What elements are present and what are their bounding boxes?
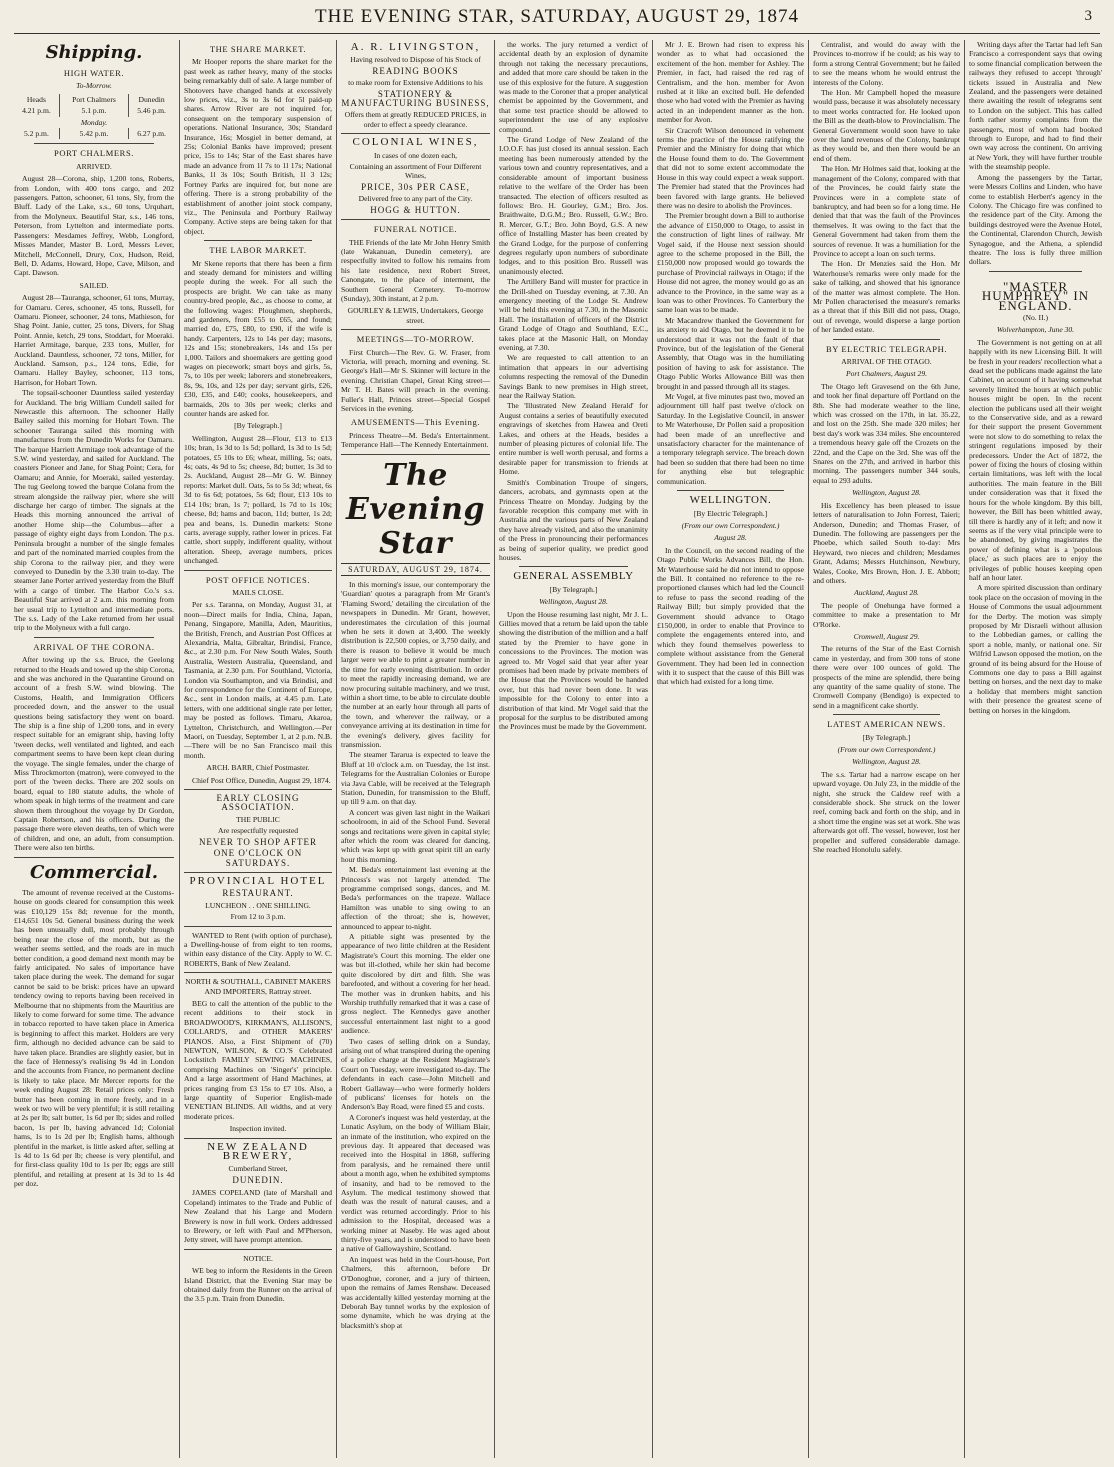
article-text: The Hon. Dr Menzies said the Hon. Mr Waterhouse's remarks were only made for the sake of talking, and showed that his ignorance of the matter was almost complete. The Hon. Mr Pollen characterised the measure's remarks as a threat that if this Bill did not pass, Otago, out of revenge, would disperse a large portion of her landed estate. [813, 259, 960, 335]
article-text: Sir Cracroft Wilson denounced in vehement terms the practice of the House ratifying the Premier and the Ministry for doing that which the House found them to do. The Government that did not to some extent accommodate the House in this way could expect a weak support. The Premier had stated that the Provinces had been favored with large grants. He believed there was no desire to abolish the Provinces. [657, 125, 804, 210]
article-text: The 'Illustrated New Zealand Herald' for August contains a series of beautifully executed engravings of sketches from Hawea and Oreti Lakes, and others at the Heads, besides a number of pleasing pictures of colonial life. The entire number is well worth perusal, and forms a desirable paper for transmission to friends at Home. [499, 401, 648, 477]
article-text: Mr Skene reports that there has been a firm and steady demand for ministers and willing people during the week. For all such the prospects are bright. We can take as many country-bred people, &c., as choose to come, at the following wages: Ploughmen, shepherds, and gardeners, from £55 to £65, and found; married do, £75, £80, to £90, if the wife is handy. Carpenters, 12s to 14s per day; masons, 12s and 15s; stonebreakers, 14s and 15s per 1,000. Tailors and shoemakers are getting good wages on piecework; smart boys and girls, 5s, 7s, to 10s per week; laborers and stonebreakers, 8s, 9s, 10s, and 12s per day; servant girls, £26, £30, £35, and £40; cooks, housekeepers, and barmaids, 20s to 30s per week; clerks and counter hands are asked for. [184, 258, 332, 419]
tide-heading: HIGH WATER. [63, 68, 125, 78]
column-rule [494, 40, 495, 1458]
tide-cell: 5.1 p.m. [59, 105, 128, 116]
section-heading: AMUSEMENTS—This Evening. [350, 417, 481, 428]
dateline: August 28. [714, 533, 747, 543]
column-1 [14, 40, 174, 1458]
signature: GOURLEY & LEWIS, Undertakers, George street. [347, 306, 484, 325]
article-text: the works. The jury returned a verdict of accidental death by an explosion of dynamite through not taking the necessary precautions, and added that more care should be taken in the use of this explosive for the future. A suggestion was made to the Coroner that a proper analytical chemist be appointed by the Government, and that some test practice should be allowed to superintendent the use of any explosive compound. [499, 40, 648, 134]
column-3 [341, 40, 490, 1458]
section-heading: WELLINGTON. [689, 494, 772, 507]
article-text: The topsail-schooner Dauntless sailed yesterday for Auckland. The brig William Cundell sailed for Newcastle this afternoon. The schooner Hally Bailey sailed this morning for Hobart Town. The schooner Tauranga sailed this morning with manufactures from the Dunedin Works for Oamaru. The barque Harriett Armitage took advantage of the S.W. wind yesterday, and sailed for Auckland. The coasters Pioneer and Jane, for Shag Point; Cera, for Oamaru; and Annie, for Moeraki, sailed yesterday. The tug Geelong towed the barque Colana from the stream alongside the railway pier, where she will discharge her cargo of timber. The signals at the Heads this morning announced the arrival of another Home ship—the Columbus—after a passage of eighty eight days from London. The p.s. Peninsula brought a number of the single females and part of the nominated married couples from the ship Corona to the railway pier, and they were conveyed to Dunedin by the 3.30 train to-day. The steamer Jane Porter arrived yesterday from the Bluff with a cargo of timber. The Harbor Co.'s s.s. Beautiful Star arrived at 2 a.m. this morning from her usual trip to Lyttelton and intermediate ports. The s.s. Lady of the Lake returned from her usual trip to the Molyneux with a full cargo. [14, 388, 174, 633]
article-text: Princess Theatre—M. Beda's Entertainment. Temperance Hall—The Kennedy Entertainment. [341, 430, 490, 450]
article-text: THE Friends of the late Mr John Henry Smith (late Wakanuan, Dunedin cemetery), are respectfully invited to follow his remains from his late residence, next Robert Street, Canongate, to the place of interment, the Southern General Cemetery. To-morrow (Sunday), 30th instant, at 2 p.m. [341, 237, 490, 303]
tide-subheading: To-Morrow. [76, 81, 112, 91]
divider [833, 339, 940, 340]
section-subheading: ARRIVED. [76, 161, 112, 171]
ad-line: RESTAURANT. [222, 888, 294, 899]
table-row [14, 94, 174, 105]
article-text: The returns of the Star of the East Cornish came in yesterday, and from 300 tons of stone there were over 100 ounces of gold. The prospects of the mine are splendid, there being any quantity of the same quality of stone. The Cromwell Company (Bendigo) is expected to send in a magnificent cake shortly. [813, 644, 960, 710]
divider [34, 637, 154, 638]
article-text: The Hon. Mr Holmes said that, looking at the management of the Colony, compared with that of the Provinces, he could fairly state the Provinces were in a complete state of bankruptcy, and had been so for a long time. He denied that that was the fault of the Provinces themselves. It was owing to the fact that the General Government had taken from them the sources of revenue. It was a humiliation for the Province to accept a loan on such terms. [813, 164, 960, 258]
article-text: The people of Onehunga have formed a committee to make a presentation to Mr O'Rorke. [813, 600, 960, 629]
divider [833, 714, 940, 715]
tide-cell: Port Chalmers [59, 94, 128, 105]
section-subheading: [By Telegraph.] [234, 421, 282, 431]
section-heading: FUNERAL NOTICE. [373, 224, 458, 235]
divider [184, 972, 332, 973]
divider [677, 490, 784, 491]
divider [184, 1138, 332, 1139]
section-heading: "MASTER HUMPHREY" IN ENGLAND. [981, 278, 1090, 313]
shipping-heading: Shipping. [45, 42, 143, 63]
section-heading: THE SHARE MARKET. [209, 44, 307, 54]
divider [184, 570, 332, 571]
divider [34, 143, 154, 144]
article-text: Among the passengers by the Tartar, were Messrs Collins and Linden, who have come to establish Herbert's agency in the Colony. The Chicago fire was confined to the residence part of the City. Among the buildings destroyed were the Avenue Hotel, the Continental, Clarendon Church, Jewish Synagogue, and the Athena, a splendid theatre. The loss is fully three million dollars. [969, 172, 1102, 267]
dateline: Cromwell, August 29. [853, 631, 920, 641]
column-rule [652, 40, 653, 1458]
ad-line: In cases of one dozen each, [373, 150, 458, 160]
ad-line: READING BOOKS [372, 65, 459, 76]
newspaper-title: The Evening Star [346, 457, 485, 561]
issue-date: SATURDAY, AUGUST 29, 1874. [341, 563, 490, 576]
table-row [14, 117, 174, 128]
column-rule [336, 40, 337, 1458]
divider [519, 566, 628, 567]
article-text: The Grand Lodge of New Zealand of the I.O.O.F. has just closed its annual session. Each meeting has been numerously attended by the various town and country representatives, and a considerable amount of important business relative to the welfare of the Order has been transacted. The election of officers resulted as follows: Bro. H. Gourley, G.M.; Bro. Jos. Braithwaite, D.G.M.; Bro. Russell, G.W.; Bro. R. Mercer, G.T.; Bro. John Boyd, G.S. A new office of Installing Master has been created by the Grand Lodge, for the purpose of conferring degrees regularly upon numbers of subordinate lodges, and to this position Bro. Russell was unanimously elected. [499, 135, 648, 276]
section-heading: MEETINGS—TO-MORROW. [356, 334, 475, 345]
section-subheading: [By Electric Telegraph.] [693, 508, 768, 518]
dateline: Port Chalmers, August 29. [845, 369, 928, 379]
ad-line: NEVER TO SHOP AFTER [198, 836, 318, 847]
section-heading: ARRIVAL OF THE CORONA. [33, 641, 155, 652]
tide-table [14, 94, 174, 140]
masthead-title: THE EVENING STAR, SATURDAY, AUGUST 29, 1874 [315, 6, 799, 27]
article-text: August 28—Tauranga, schooner, 61 tons, Murray, for Oamaru. Ceres, schooner, 45 tons, Russell, for Oamaru. Pioneer, schooner, 24 tons, Mathieson, for Shag Point. Janie, cutter, 25 tons, Divers, for Shag Point. Annie, ketch, 29 tons, Stoddart, for Moeraki. Harriet Armitage, barque, 233 tons, Muller, for Auckland. Dauntless, schooner, 72 tons, Miller, for Auckland. Samson, p.s., 124 tons, Edie, for Oamaru. Halley Bayley, schooner, 113 tons, Harrison, for Hobart Town. [14, 293, 174, 387]
article-text: The Hon. Mr Campbell hoped the measure would pass, because it was absolutely necessary to meet works contracted for. He looked upon the Bill as the death-blow to Provincialism. The General Government would soon have to take over the land revenues of the Colony, bankrupt as they would be, and then there would be an end of them. [813, 88, 960, 163]
article-text: August 28—Corona, ship, 1,200 tons, Roberts, from London, with 400 tons cargo, and 202 passengers. Patton, schooner, 61 tons, Sly, from the Bluff. Lady of the Lake, s.s., 60 tons, Urquhart, from the Molyneux. Beautiful Star, s.s., 146 tons, Peterson, from Lyttelton and intermediate ports. Passengers: Mesdames Jeffrey, Webb, Longford, Misses Mander, Master B. Lord, Messrs Lever, Mitchell, McConnell, Drury, Cox, Hudson, Reid, Bell, D. Adams, Howard, Hope, Cave, Milson, and Capt. Dawson. [14, 174, 174, 278]
article-text: First Church—The Rev. G. W. Fraser, from Victoria, will preach, morning and evening. St. George's Hall—Mr S. Skinner will lecture in the evening. Christian Chapel, Great King street—Mr T. H. Bates will preach in the evening. Fuller's Hall, Princes street—Special Gospel Services in the evening. [341, 347, 490, 413]
article-text: Writing days after the Tartar had left San Francisco a correspondent says that owing to some financial complication between the railways they refused to accept 'through' tickets issued in Australia and New Zealand, and the passengers were detained there awaiting the result of telegrams sent to London on the subject. This has called forth rather stormy complaints from the passengers, most of whom had booked through to Europe, and had to find their own way across the continent. On arriving at New York, they will have further trouble with the steamship people. [969, 40, 1102, 172]
article-text: The Premier brought down a Bill to authorise the advance of £150,000 to Otago, to assist in the construction of light lines of railway. Mr Vogel said, if the House next session should agree to the scheme proposed in the Bill, the £150,000 now proposed would go towards the purchase of Provincial railways in Otago; if the House did not agree, the money would go as an advance to the Province, in the same way as a loan was to other Provinces. To Canterbury the same loan was to be made. [657, 211, 804, 315]
ad-line: Are respectfully requested [217, 826, 299, 836]
article-text: The Government is not getting on at all happily with its new Licensing Bill. It will be fresh in your readers' recollection what a dead set the publicans made against the late Cabinet, on account of it having somewhat severely limited the hours at which public houses might be open. In the recent election the publicans used all their weight to the Conservative side, and as a reward for their support the present Government were not slow to do something to relax the stringent regulations imposed by their predecessors. Under the Act of 1872, the power of fixing the hours of closing within certain limitations, was left with the local authorities. The main feature in the Bill under consideration was that it fixed the hours for the whole kingdom. By this bill, however, the Bill has been whittled away, till there is hardly any of it left; and now it seems as if the very vital principle were to be abandoned, by giving magistrates the power of defining what is a 'populous place,' as such places are to enjoy the privileges of public houses keeping open half an hour later. [969, 337, 1102, 582]
dateline: Wellington, August 28. [852, 488, 921, 498]
article-text: The steamer Tararua is expected to leave the Bluff at 10 o'clock a.m. on Tuesday, the 1st inst. Telegrams for the Australian Colonies or Europe via Java Cable, will be received at the Telegraph Station, Dunedin, for transmission to the Bluff, up till 9 a.m. on that day. [341, 750, 490, 807]
tide-cell: 4.21 p.m. [14, 105, 59, 116]
ad-line: STATIONERY & MANUFACTURING BUSINESS, [341, 88, 490, 109]
divider [989, 271, 1082, 272]
section-heading: BY ELECTRIC TELEGRAPH. [825, 343, 948, 354]
divider [341, 329, 490, 330]
ad-line: ONE O'CLOCK ON SATURDAYS. [213, 848, 303, 868]
article-text: A pitiable sight was presented by the appearance of two little children at the Resident Magistrate's Court this morning. The elder one was but ill-clothed, while her skin had become quite discolored by dirt and filth. She was barefooted, and without a covering for her head. The mother was in drunken habits, and his Worship truthfully remarked that it was a case of gross neglect. The Kennedys gave another successful entertainment last night to a good audience. [341, 932, 490, 1036]
advertisement [184, 1140, 332, 1186]
tide-cell: Dunedin [138, 94, 165, 104]
ad-line: LUNCHEON . . ONE SHILLING. [205, 900, 311, 910]
tide-cell: 5.42 p.m. [59, 128, 128, 139]
divider [184, 926, 332, 927]
ad-heading: NOTICE. [243, 1253, 273, 1263]
article-text: BEG to call the attention of the public to the recent additions to their stock in BROADWOOD'S, KIRKMAN'S, ALLISON'S, COLLARD'S, and OTHER MAKERS' PIANOS. Also, a First Shipment of (70) NEWTON, WILSON, & CO.'S Celebrated Lockstitch FAMILY SEWING MACHINES, comprising Machines on 'Singer's' principle. And a large assortment of Hand Machines, at prices ranging from £3 15s to £7 10s. Also, a large quantity of Superior English-made VENETIAN BLINDS. All widths, and at very moderate prices. [184, 998, 332, 1121]
divider [341, 219, 490, 220]
divider [341, 133, 490, 134]
ad-line: to make room for Extensive Additions to his [348, 78, 483, 88]
divider [204, 240, 312, 241]
masthead [0, 0, 1114, 36]
table-row [14, 105, 174, 116]
divider [341, 454, 490, 455]
ad-heading: NORTH & SOUTHALL, CABINET MAKERS AND IMPORTERS, Rattray street. [185, 977, 331, 996]
ad-line: DUNEDIN. [232, 1174, 284, 1185]
signature: ARCH. BARR, Chief Postmaster. [206, 763, 310, 773]
column-7 [969, 40, 1102, 1458]
article-text: Upon the House resuming last night, Mr J. L. Gillies moved that a return be laid upon the table showing the distribution of the million and a half stated by the Premier to have gone in concessions to the Provinces. The motion was agreed to. Mr Vogel said that year after year promises had been made by private members of the House that the Provinces would be handed over, but this had never been done. It was impossible for the Colony to enter into a distribution of that kind. Mr Vogel said that the proposal for the surplus to be distributed among the Provinces must be made by the Government. [499, 609, 648, 732]
ad-line: COLONIAL WINES, [352, 136, 479, 149]
dateline: Wellington, August 28. [852, 757, 921, 767]
article-text: We are requested to call attention to an intimation that appears in our advertising columns respecting the removal of the Dunedin Savings Bank to new premises in High street, near the Railway Station. [499, 353, 648, 401]
section-subheading: (No. II.) [1022, 312, 1049, 322]
section-heading: LATEST AMERICAN NEWS. [827, 719, 946, 730]
column-rule [964, 40, 965, 1458]
column-2 [184, 40, 332, 1458]
article-text: M. Beda's entertainment last evening at the Princess's was not largely attended. The programme comprised songs, dances, and M. Beda's performances on the trapeze. Wallace Hamilton was unable to sing owing to an affection of the throat; she is, however, announced to appear to-night. [341, 865, 490, 931]
section-heading: THE LABOR MARKET. [209, 245, 307, 256]
article-text: Mr Vogel, at five minutes past two, moved an adjournment till half past twelve o'clock on Saturday. In the Legislative Council, in answer to Mr Waterhouse, Dr Pollen said a proposition had been made of an unreflective and unsatisfactory character for the maintenance of a temporary telegraph service. The breach down had been so sudden that there had been no time for anything else but telegraphic communication. [657, 392, 804, 486]
article-text: A more spirited discussion than ordinary took place on the occasion of moving in the House of Commons the usual adjournment for the Derby. The motion was simply proposed by Mr Disraeli without allusion to the Lobbedian games, or calling the sport a noble, manly, or national one. Sir Wilfrid Lawson opposed the motion, on the ground of its being absurd for the House of Commons one day to pass a Bill against betting on horses, and the next day to make a holiday that members might sanction with their presence the greatest scene of betting on horses in the kingdom. [969, 583, 1102, 715]
tide-cell: 5.46 p.m. [137, 106, 166, 116]
table-row [14, 128, 174, 139]
ad-line: Containing an assortment of Four Different Wines, [349, 162, 482, 181]
article-text: Mr Macandrew thanked the Government for its anxiety to aid Otago, but he deemed it to be understood that it was not the fault of that Province, but of the legislation of the General Assembly, that Otago was in the humiliating position of having to ask for assistance. The Otago Public Works Allowance Bill was then brought in and passed through all its stages. [657, 315, 804, 391]
ad-line: NEW ZEALAND BREWERY, [207, 1140, 309, 1163]
section-subheading: [By Telegraph.] [549, 584, 598, 594]
article-text: Chief Post Office, Dunedin, August 29, 1874. [192, 775, 331, 785]
article-text: The Otago left Gravesend on the 6th June, and took her final departure off Portland on the 8th. She had moderate weather to the line, which was crossed on the 17th, in lat. 35.22, and lost on the 25th. She made 320 miles; her best day's work was 334 miles. She encountered a tremendous heavy gale off the Crozets on the 22nd, and the Cape on the 3rd. She was off the Snares on the 27th, and arrived in harbor this morning. The passengers number 344 souls, equal to 293 adults. [813, 381, 960, 485]
ad-line: A. R. LIVINGSTON, [350, 41, 481, 53]
ad-line: Inspection invited. [229, 1124, 287, 1134]
article-text: The amount of revenue received at the Customs-house on goods cleared for consumption this week was £10,129 15s 8d; revenue for the month, £14,651 10s 5d. General business during the week has been unusually dull, most probably through being near the close of the month, but as the weather seems settled, and the roads are in much better condition, a good demand next month may be fairly anticipated. No sales of importance have taken place during the week. The demand for sugar cannot be said to be brisk: prices have an upward tendency owing to reports having been received in Melbourne that no shipments from the Mauritius are likely to come forward for some time. The advance in tobacco reported to have taken place in America is beginning to affect this market. Holders are very firm, although no decided advance can be said to have taken place. Brandies are slightly easier, but in the face of Hennessy's realising 9s 4d in London and the accounts from France, no permanent decline is likely to take place. Mr Mercer reports for the week ending August 28: Retail prices only: Fresh butter has been coming in more freely, and in a week or two will be very plentiful; it is still retailing at 2s per lb; salt butter, 1s 6d per lb; sides and rolled bacon, 1s per lb, having advanced 1d; Colonial hams, 1s to 1s 2d per lb; English hams, although plentiful in the market, is little asked after, selling at 1s 4d to 1s 6d per lb; cheese is very plentiful, and for first-class quality 10d to 1s per lb; eggs are still plentiful, and retailing at present at 1s 3d to 1s 4d per doz. [14, 887, 174, 1189]
section-subheading: (From our own Correspondent.) [837, 745, 936, 755]
article-text: After towing up the s.s. Bruce, the Geelong returned to the Heads and towed up the ship Corona, and she was anchored in the Quarantine Ground on account of a fresh S.W. wind blowing. The Customs, Health, and Immigration Officers proceeded down, and the answer to the usual questions being satisfactory they went on board. The ship is a fine ship of 1,200 tons, and in every respect suitable for an emigrant ship, having lofty 'tween decks, well ventilated and lighted, and each compartment seems to have been kept clean during the voyage. The single females, under the charge of Miss Throckmorton (matron), were conveyed to the port of the 'tween decks. There are 202 souls on board, equal to 180 statute adults, the whole of whom speak in high terms of the treatment and care shown them throughout the voyage by Dr Gordon, Captain Robertson, and his officers. During the passage there were eleven deaths, ten of which were of children, and one, an adult, from consumption. There were also ten births. [14, 655, 174, 853]
article-text: A concert was given last night in the Waikari schoolroom, in aid of the School Fund. Several songs and recitations were given in capital style; after which the room was cleared for dancing, which was kept up with great spirit till an early hour this morning. [341, 807, 490, 864]
ad-line: EARLY CLOSING ASSOCIATION. [216, 793, 300, 813]
ad-line: Delivered free to any part of the City. [358, 194, 473, 204]
section-heading: POST OFFICE NOTICES. [205, 574, 311, 585]
ad-line: THE PUBLIC [236, 814, 280, 824]
tide-cell: 5.2 p.m. [14, 128, 59, 139]
article-text: Two cases of selling drink on a Sunday, arising out of what transpired during the opening of a police charge at the Resident Magistrate's Court on Tuesday, were investigated to-day. The defendants in each case—John Mitchell and Robert Gallaway—who were formerly holders of publicans' licenses for hotels on the Anderson's Bay Road, were fined £5 and costs. [341, 1036, 490, 1112]
ad-line: Offers them at greatly REDUCED PRICES, in order to effect a speedy clearance. [344, 110, 487, 129]
dateline: Wellington, August 28. [539, 597, 608, 607]
article-text: Mr Hooper reports the share market for the past week as rather heavy, many of the stocks being remarkably dull of sale. A large number of Shotovers have changed hands at excessively low prices, viz., 3s to 3s 6d for 5l paid-up shares. Arrow River are not inquired for, consequent on the temporary suspension of operations. National Insurance, 30s; Standard Insurance, 16s; Mosgiel in better demand, at 25s; Colonial Banks have improved; present price, 15s to 14s; Star of the East shares have made an advance from 1l 7s to 1l 17s; National Banks, 1l 3s 10s; South British, 1l 3 12s; Fortney Parks are inquired for, but none are offering. There is a strong probability of the establishment of another joint stock company, viz., The Peninsula and Portbury Railway Company. Active steps are being taken for that object. [184, 57, 332, 236]
column-6 [813, 40, 960, 1458]
section-subheading: ARRIVAL OF THE OTAGO. [841, 357, 932, 366]
article-text: A Coroner's inquest was held yesterday, at the Lunatic Asylum, on the body of William Blair, an inmate of the institution, who expired on the previous day. It appeared that deceased was received into the Hospital in 1868, suffering from paralysis, and he remained there until about a month ago, when he exhibited symptoms of insanity, and had to be removed to the Asylum. The medical testimony showed that death was the result of natural causes, and a verdict was returned accordingly. Prior to his admission to the Hospital, deceased was a working miner at Naseby. He was aged about thirty-five years, and is understood to have been a native of Gallowayshire, Scotland. [341, 1112, 490, 1254]
column-rule [179, 40, 180, 1458]
section-heading: PORT CHALMERS. [54, 148, 134, 159]
section-subheading: SAILED. [79, 280, 109, 290]
article-text: Centralist, and would do away with the Provinces to-morrow if he could; as his way to form a strong Central Government; but he failed to see the means whom he would entrust the interests of the Colony. [813, 40, 960, 87]
section-subheading: (From our own Correspondent.) [681, 520, 780, 530]
article-text: The Artillery Band will muster for practice in the Drill-shed on Tuesday evening, at 7.30. An emergency meeting of the Lodge St. Andrew will be held this evening at 7.30, in the Masonic Hall. The installation of officers of the District Grand Lodge of Otago and Southland, E.C., takes place at the Masonic Hall, on Monday evening, at 7.30. [499, 277, 648, 352]
column-4 [499, 40, 648, 1458]
divider [184, 872, 332, 873]
article-text: The s.s. Tartar had a narrow escape on her upward voyage. On July 23, in the middle of the night, she struck the Caldew reef with a considerable shock. She struck on the lower reef, coming back and forth on the ship, and in a short time the engine was set at work. She was afterwards got off. The vessel, however, lost her propeller and suffered considerable damage. She reached Honolulu safely. [813, 769, 960, 855]
commercial-heading: Commercial. [30, 861, 158, 883]
page-number: 3 [1084, 8, 1092, 24]
article-text: Wellington, August 28—Flour, £13 to £13 10s; bran, 1s 3d to 1s 5d; pollard, 1s 3d to 1s 5d; potatoes, £5 10s to £6; wheat, milling, 5s; oats, 4s; oats, 4s 9d to 5s; cheese, 8d; butter, 1s 3d to 2s. Auckland, August 28—Mr G. W. Binney reports: Market dull. Oats, 5s to 5s 3d; wheat, 6s 3d to 6s 6d; potatoes, 5s 6d; flour, £13 10s to £14 10s; bran, 1s 7; pollard, 1s 7d to 1s 10s; cheese, 8d; hams and bacon, 11d; butter, 1s 2d; pea and beans, 1s. Dunedin markets: Stone carts, average supply, rather lower in prices. Fat cattle, short supply, indifferent quality, without alteration. Sheep, average numbers, prices unchanged. [184, 433, 332, 566]
article-text: An inquest was held in the Court-house, Port Chalmers, this afternoon, before Dr O'Donoghue, coroner, and a jury of thirteen, upon the remains of James Renshaw. Deceased was accidentally killed yesterday morning at the Deborah Bay tunnel works by the explosion of some dynamite, which he was drying at the blacksmith's shop at [341, 1254, 490, 1330]
advertisement [184, 874, 332, 922]
tide-cell: Heads [14, 94, 59, 105]
column-rule [808, 40, 809, 1458]
tide-cell: 6.27 p.m. [137, 129, 166, 139]
ad-line: Cumberland Street, [228, 1164, 288, 1174]
article-text: His Excellency has been pleased to issue letters of naturalisation to John Forrest, Taieri; Anderson, Dunedin; and Thomas Fraser, of Dunedin. The following are passengers per the Phoebe, which sailed South to-day: Mrs Heyward, two nieces and children; Mesdames Grant, Adams; Messrs Hutchinson, Newbury, Wales, Cooke, Mrs Brown, Hon. J. E. Abbott; and others. [813, 500, 960, 585]
ad-line: HOGG & HUTTON. [370, 204, 461, 215]
dateline: Auckland, August 28. [854, 588, 919, 598]
ad-line: From 12 to 3 p.m. [230, 912, 286, 922]
section-subheading: MAILS CLOSE. [232, 587, 284, 597]
dateline: Wolverhampton, June 30. [996, 325, 1075, 335]
article-text: In the Council, on the second reading of the Otago Public Works Advances Bill, the Hon. Mr Waterhouse said he did not intend to oppose the Bill. It contained no reference to the re-proportioned clauses which had led the Council to refuse to pass the second reading of the Railway Bill; but simply provided that the Government should advance to Otago £150,000, in order to enable that Province to complete the engagements entered into, and which they found themselves powerless to complete without assistance from the General Government. They had been led in connection with it to suspect that the cause of this Bill was that which had existed for a long time. [657, 545, 804, 687]
section-heading: GENERAL ASSEMBLY [513, 570, 634, 583]
article-text: Mr J. E. Brown had risen to express his wonder as to what had occasioned the excitement of the hon. member for Ashley. The Premier, in fact, had raised the red rag of Centralism, and the hon. member for Avon rushed at it like an excited bull. He defended those who had voted with the Premier as having acted in an independent manner as the hon. member for Avon. [657, 40, 804, 125]
article-text: WE beg to inform the Residents in the Green Island District, that the Evening Star may be obtained daily from the Runner on the arrival of the 3.5 p.m. Train from Dunedin. [184, 1266, 332, 1304]
tide-cell: Monday. [80, 117, 108, 127]
article-text: Smith's Combination Troupe of singers, dancers, acrobats, and gymnasts open at the Princess Theatre on Monday. Judging by the favorable reception this company met with in Australia and the various parts of New Zealand they have already visited, and also the unanimity of the Press in pronouncing their performances as being of superior quality, we predict good houses. [499, 477, 648, 562]
article-text: Per s.s. Taranna, on Monday, August 31, at noon—Direct mails for India, China, Japan, Penang, Singapore, Manilla, Aden, Mauritius, the British, French, and Austrian Post Offices at Alexandria, Malta, Gibraltar, Brindisi, France, &c., at 2.30 p.m. For New South Wales, South Australia, Western Australia, Queensland, and Tasmania, at 2.30 p.m. For Southland, Victoria, London via Southampton, and via Brindisi, and for correspondence for the Continent of Europe, &c., sent in London mails, at 4.45 p.m. Late letters, with one additional single rate per letter, may be posted as follows. Timaru, Akaroa, Lyttelton, Christchurch, and Wellington.—Per Maori, on Tuesday, September 1, at 2 p.m. N.B.—There will be no San Francisco mail this month. [184, 600, 332, 760]
article-text: JAMES COPELAND (late of Marshall and Copeland) intimates to the Trade and Public of New Zealand that his Large and Modern Brewery is now in full work. Orders addressed to Brewery, or left with Paul and M'Pherson, Jetty street, will have prompt attention. [184, 1188, 332, 1245]
masthead-rule [14, 33, 1100, 34]
section-subheading: [By Telegraph.] [862, 732, 911, 742]
advertisement [341, 43, 490, 129]
divider [184, 1249, 332, 1250]
ad-line: PRICE, 30s PER CASE, [361, 181, 470, 192]
advertisement [184, 794, 332, 868]
ad-line: Having resolved to Dispose of his Stock of [350, 55, 481, 65]
divider [14, 857, 174, 858]
divider [184, 789, 332, 790]
article-text: WANTED to Rent (with option of purchase), a Dwelling-house of from eight to ten rooms, within easy distance of the City. Apply to W. C. ROBERTS, Bank of New Zealand. [184, 930, 332, 968]
advertisement [341, 138, 490, 215]
ad-line: PROVINCIAL HOTEL [189, 874, 327, 887]
article-text: In this morning's issue, our contemporary the 'Guardian' quotes a paragraph from Mr Grant's 'Flaming Sword,' detailing the circulation of the newspapers in Dunedin. Mr Grant, however, underestimates the circulation of this journal when he sets it down at 3,400. The weekly distribution is 22,500 copies, or 3,750 daily, and there is reason to believe it would be much larger were we able to print a greater number in the time for early evening distribution. In order to meet the rapidly increasing demand, we are now procuring suitable machinery, and we trust, within a short time, to be able to circulate double the number at an early hour through all parts of the town, and wherever the railway, or a conveyance arriving at its destination in time for the evening's delivery, gives facility for transmission. [341, 580, 490, 749]
column-5 [657, 40, 804, 1458]
